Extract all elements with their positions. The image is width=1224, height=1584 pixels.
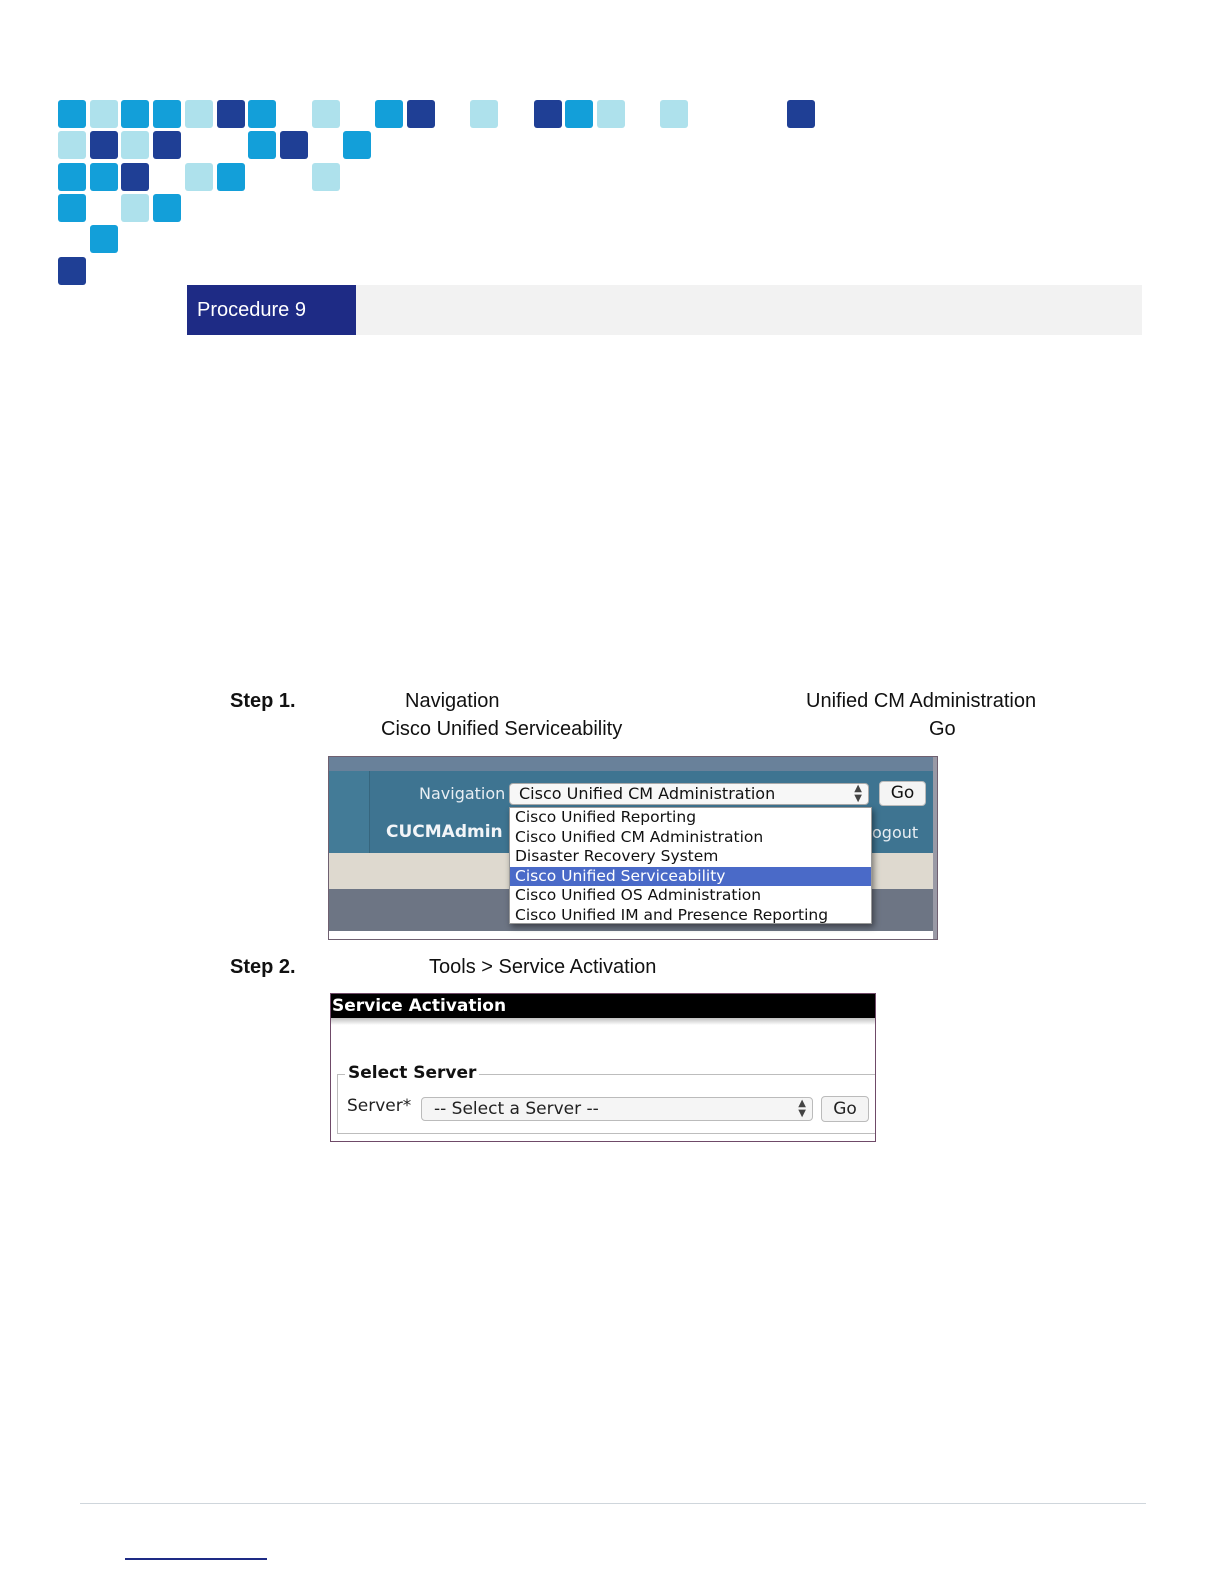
logo-square <box>58 131 86 159</box>
logo-square <box>375 100 403 128</box>
option-cisco-unified-serviceability[interactable]: Cisco Unified Serviceability <box>510 867 871 886</box>
procedure-label: Procedure 9 <box>187 285 356 335</box>
step-1-serviceability-text: Cisco Unified Serviceability <box>381 718 623 740</box>
option-cisco-unified-im-presence-reporting[interactable]: Cisco Unified IM and Presence Reporting <box>515 905 829 924</box>
logo-square <box>121 131 149 159</box>
server-select-value: -- Select a Server -- <box>434 1099 599 1119</box>
logo-square <box>121 194 149 222</box>
logo-square <box>787 100 815 128</box>
step-1-go-text: Go <box>929 718 956 740</box>
logo-square <box>153 194 181 222</box>
logo-square <box>58 163 86 191</box>
step-2-menu-path-text: Tools > Service Activation <box>429 956 657 978</box>
logo-square <box>90 131 118 159</box>
service-activation-screenshot <box>330 993 876 1142</box>
logo-square <box>58 194 86 222</box>
navigation-label: Navigation <box>419 784 506 803</box>
logo-square <box>58 100 86 128</box>
logo-square <box>660 100 688 128</box>
logo-square <box>280 131 308 159</box>
navigation-dropdown-list <box>509 807 872 924</box>
select-arrows-icon: ▲ ▼ <box>798 1098 806 1119</box>
footer-divider <box>80 1503 1146 1504</box>
option-cisco-unified-cm-administration[interactable]: Cisco Unified CM Administration <box>515 827 764 846</box>
footer-link-underline[interactable] <box>125 1558 267 1560</box>
logo-square <box>248 131 276 159</box>
step-1-navigation-text: Navigation <box>405 690 500 712</box>
logo-square <box>90 163 118 191</box>
navigation-select-value: Cisco Unified CM Administration <box>519 784 776 803</box>
navigation-screenshot <box>328 756 938 940</box>
logo-square <box>312 163 340 191</box>
logo-square <box>90 225 118 253</box>
user-name: CUCMAdmin <box>386 822 503 842</box>
logo-square <box>343 131 371 159</box>
logo-square <box>153 100 181 128</box>
option-cisco-unified-os-administration[interactable]: Cisco Unified OS Administration <box>515 886 762 904</box>
logo-square <box>217 163 245 191</box>
logo-square <box>90 100 118 128</box>
logo-square <box>121 100 149 128</box>
step-1-unified-cm-text: Unified CM Administration <box>806 690 1037 712</box>
window-edge <box>933 757 937 940</box>
navigation-go-button[interactable]: Go <box>879 781 926 806</box>
service-activation-header: Service Activation <box>331 994 876 1018</box>
option-cisco-unified-reporting[interactable]: Cisco Unified Reporting <box>515 808 697 826</box>
server-label: Server* <box>347 1096 412 1116</box>
select-arrows-icon: ▲ ▼ <box>854 783 862 804</box>
option-disaster-recovery-system[interactable]: Disaster Recovery System <box>515 847 719 865</box>
logo-square <box>217 100 245 128</box>
navigation-select[interactable] <box>509 783 869 805</box>
logo-square <box>185 163 213 191</box>
logo-square <box>597 100 625 128</box>
server-go-button[interactable]: Go <box>821 1096 869 1122</box>
logo-square <box>565 100 593 128</box>
header-shadow <box>331 1018 876 1025</box>
server-select[interactable] <box>421 1097 813 1121</box>
header-left-column <box>329 771 370 853</box>
logo-square <box>407 100 435 128</box>
header-strip <box>329 757 937 771</box>
logo-square <box>534 100 562 128</box>
logo-square <box>58 257 86 285</box>
step-1-label: Step 1. <box>230 690 296 712</box>
select-server-legend: Select Server <box>345 1062 479 1084</box>
logo-square <box>248 100 276 128</box>
logo-square <box>121 163 149 191</box>
logo-square <box>312 100 340 128</box>
logout-link[interactable]: ogout <box>872 823 919 842</box>
logo-square <box>470 100 498 128</box>
logo-square <box>153 131 181 159</box>
logo-square <box>185 100 213 128</box>
step-2-label: Step 2. <box>230 956 296 978</box>
